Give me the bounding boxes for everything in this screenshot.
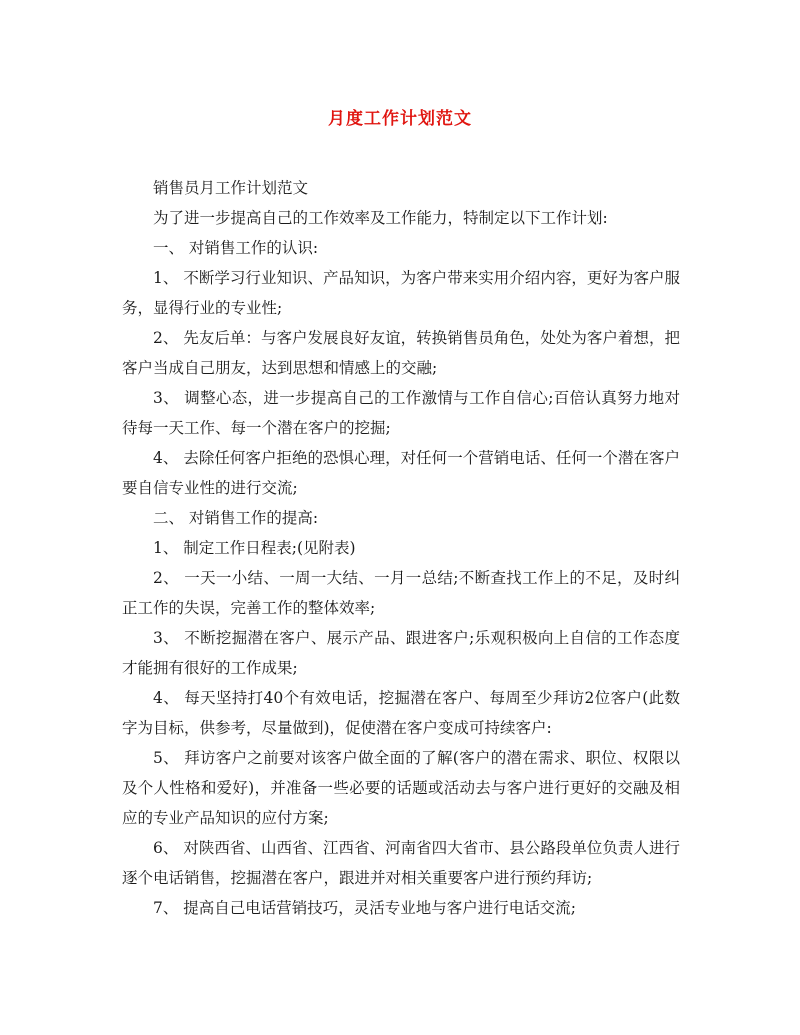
paragraph-item: 1、 制定工作日程表;(见附表) (153, 539, 356, 557)
document-body (122, 173, 680, 923)
paragraph-item: 4、 每天坚持打40个有效电话，挖掘潜在客户、每周至少拜访2位客户(此数字为目标，供参考，尽量做到)，促使潜在客户变成可持续客户: (122, 689, 680, 737)
paragraph-item: 7、 提高自己电话营销技巧，灵活专业地与客户进行电话交流; (153, 899, 577, 917)
paragraph-item: 5、 拜访客户之前要对该客户做全面的了解(客户的潜在需求、职位、权限以及个人性格和爱好)，并准备一些必要的话题或活动去与客户进行更好的交融及相应的专业产品知识的应付方案; (122, 749, 680, 827)
paragraph-item: 4、 去除任何客户拒绝的恐惧心理，对任何一个营销电话、任何一个潜在客户要自信专业性的进行交流; (122, 449, 680, 497)
paragraph-item: 3、 调整心态，进一步提高自己的工作激情与工作自信心;百倍认真努力地对待每一天工作、每一个潜在客户的挖掘; (122, 389, 680, 437)
paragraph-intro: 为了进一步提高自己的工作效率及工作能力，特制定以下工作计划: (153, 209, 608, 227)
paragraph-item: 6、 对陕西省、山西省、江西省、河南省四大省市、县公路段单位负责人进行逐个电话销售，挖掘潜在客户，跟进并对相关重要客户进行预约拜访; (122, 839, 680, 887)
paragraph-item: 2、 先友后单：与客户发展良好友谊，转换销售员角色，处处为客户着想，把客户当成自己朋友，达到思想和情感上的交融; (122, 329, 680, 377)
paragraph-item: 2、 一天一小结、一周一大结、一月一总结;不断查找工作上的不足，及时纠正工作的失误，完善工作的整体效率; (122, 569, 680, 617)
paragraph-item: 3、 不断挖掘潜在客户、展示产品、跟进客户;乐观积极向上自信的工作态度才能拥有很好的工作成果; (122, 629, 680, 677)
document-title: 月度工作计划范文 (328, 109, 472, 129)
section-heading-2: 二、 对销售工作的提高: (153, 509, 319, 527)
paragraph-subtitle: 销售员月工作计划范文 (153, 179, 309, 197)
section-heading-1: 一、 对销售工作的认识: (153, 239, 319, 257)
paragraph-item: 1、 不断学习行业知识、产品知识，为客户带来实用介绍内容，更好为客户服务，显得行业的专业性; (122, 269, 680, 317)
